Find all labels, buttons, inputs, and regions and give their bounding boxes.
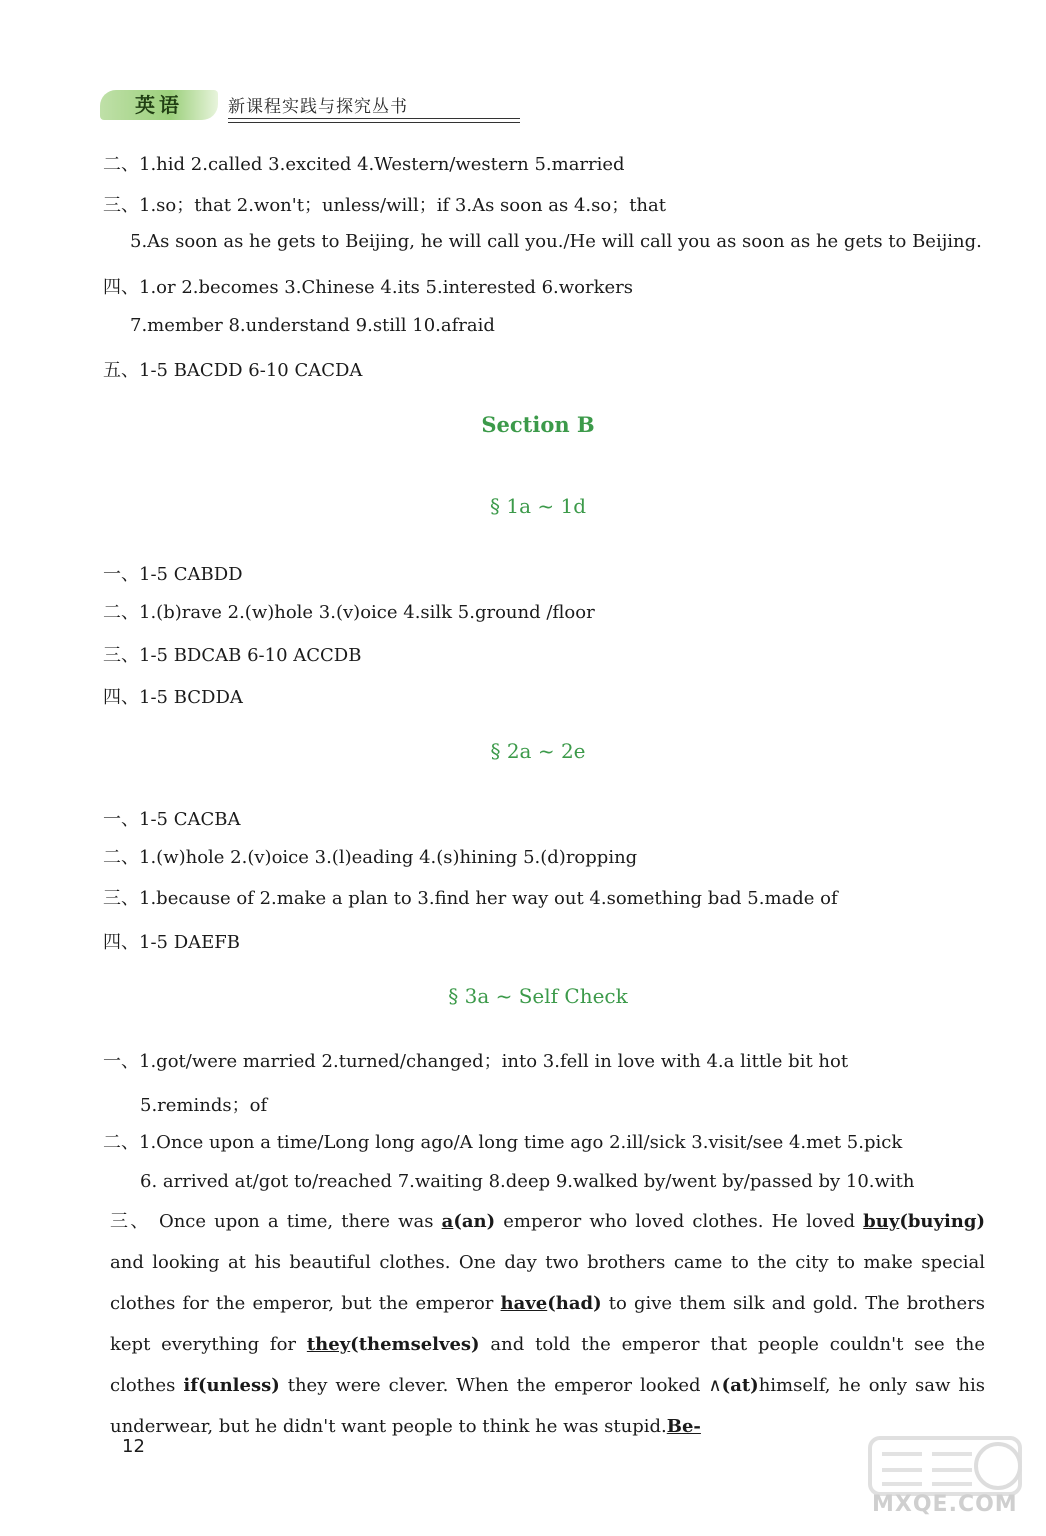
correction: (an) [453,1211,496,1232]
subsection-title: § 1a ~ 1d [489,494,586,518]
subsection-title: § 2a ~ 2e [490,739,586,763]
header-rule [228,118,520,119]
answer-line: 三、1.so；that 2.won't；unless/will；if 3.As soon as 4.so；that [103,195,666,216]
answer-line: 5.As soon as he gets to Beijing, he will call you./He will call you as soon as he gets to Beijing. [130,231,982,252]
error-word: if [183,1375,198,1396]
answer-line: 一、1.got/were married 2.turned/changed；into 3.fell in love with 4.a little bit hot [103,1051,849,1072]
para-text: and looking at his beautiful clothes. One day two brothers came to the city to make special clothes for the emperor, but the emperor [110,1252,985,1314]
watermark-text: MXQE.COM [872,1492,1018,1517]
answer-line: 五、1-5 BACDD 6-10 CACDA [103,360,363,381]
subsection-title: § 3a ~ Self Check [448,984,628,1008]
series-title: 新课程实践与探究丛书 [228,97,408,117]
answer-line: 7.member 8.understand 9.still 10.afraid [130,315,495,336]
answer-line: 5.reminds；of [140,1095,268,1116]
answer-line: 二、1.Once upon a time/Long long ago/A long time ago 2.ill/sick 3.visit/see 4.met 5.pick [103,1132,903,1153]
error-word: they [306,1334,351,1355]
para-text: himself, he only saw his underwear, but he didn't want people to think he was stupid. [110,1375,985,1437]
error-word: Be- [666,1416,701,1437]
error-word: buy [863,1211,900,1232]
para-text: 三、 Once upon a time, there was [110,1211,442,1232]
answer-line: 四、1-5 BCDDA [103,687,243,708]
correction: (unless) [197,1375,280,1396]
header-rule-2 [228,122,520,123]
para-text: emperor who loved clothes. He loved [495,1211,864,1232]
correction: (had) [547,1293,602,1314]
answer-line: 二、1.hid 2.called 3.excited 4.Western/western 5.married [103,154,625,175]
answer-line: 一、1-5 CABDD [103,564,243,585]
page-header [100,88,430,128]
answer-line: 三、1.because of 2.make a plan to 3.find her way out 4.something bad 5.made of [103,888,838,909]
section-title: Section B [481,412,595,437]
correction-paragraph [110,1201,985,1447]
error-word: a [441,1211,454,1232]
error-word: have [500,1293,548,1314]
answer-line: 6. arrived at/got to/reached 7.waiting 8.deep 9.walked by/went by/passed by 10.with [140,1171,915,1192]
answer-line: 二、1.(w)hole 2.(v)oice 3.(l)eading 4.(s)hining 5.(d)ropping [103,847,638,868]
subject-badge: 英语 [100,90,218,120]
para-text: and told the emperor that people couldn't see the clothes [110,1334,985,1396]
page-number: 12 [122,1436,145,1457]
answer-line: 三、1-5 BDCAB 6-10 ACCDB [103,645,362,666]
answer-line: 四、1-5 DAEFB [103,932,240,953]
answer-line: 一、1-5 CACBA [103,809,241,830]
answer-line: 二、1.(b)rave 2.(w)hole 3.(v)oice 4.silk 5.ground /floor [103,602,595,623]
correction: (themselves) [350,1334,480,1355]
correction: (at) [721,1375,759,1396]
correction: (buying) [899,1211,985,1232]
answer-line: 四、1.or 2.becomes 3.Chinese 4.its 5.interested 6.workers [103,277,634,298]
para-text: to give them silk and gold. The brothers kept everything for [110,1293,985,1355]
para-text: they were clever. When the emperor looked ∧ [279,1375,722,1396]
